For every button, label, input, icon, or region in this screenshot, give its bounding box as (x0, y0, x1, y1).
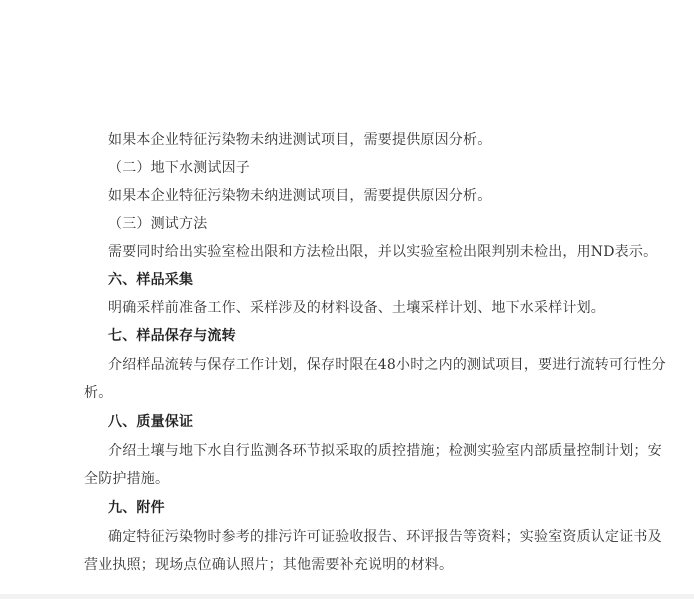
paragraph-quality-line-2: 全防护措施。 (84, 471, 170, 487)
subheading-test-method: （三）测试方法 (108, 216, 208, 232)
paragraph-groundwater-note-2: 如果本企业特征污染物未纳进测试项目，需要提供原因分析。 (108, 188, 492, 204)
section-heading-quality: 八、质量保证 (108, 414, 194, 430)
subheading-groundwater-factors: （二）地下水测试因子 (108, 160, 250, 176)
paragraph-attachments-line-2: 营业执照；现场点位确认照片；其他需要补充说明的材料。 (84, 557, 454, 573)
paragraph-attachments-line-1: 确定特征污染物时参考的排污许可证验收报告、环评报告等资料；实验室资质认定证书及 (108, 529, 662, 545)
page-bottom-edge (0, 594, 694, 599)
paragraph-quality-line-1: 介绍土壤与地下水自行监测各环节拟采取的质控措施；检测实验室内部质量控制计划；安 (108, 443, 662, 459)
section-heading-storage: 七、样品保存与流转 (108, 328, 236, 344)
paragraph-groundwater-note-1: 如果本企业特征污染物未纳进测试项目，需要提供原因分析。 (108, 132, 492, 148)
paragraph-detection-limit: 需要同时给出实验室检出限和方法检出限，并以实验室检出限判别未检出，用ND表示。 (108, 244, 658, 260)
paragraph-sampling: 明确采样前准备工作、采样涉及的材料设备、土壤采样计划、地下水采样计划。 (108, 300, 605, 316)
paragraph-storage-line-1: 介绍样品流转与保存工作计划，保存时限在48小时之内的测试项目，要进行流转可行性分 (108, 357, 666, 373)
section-heading-sampling: 六、样品采集 (108, 272, 194, 288)
section-heading-attachments: 九、附件 (108, 500, 165, 516)
paragraph-storage-line-2: 析。 (84, 385, 113, 401)
